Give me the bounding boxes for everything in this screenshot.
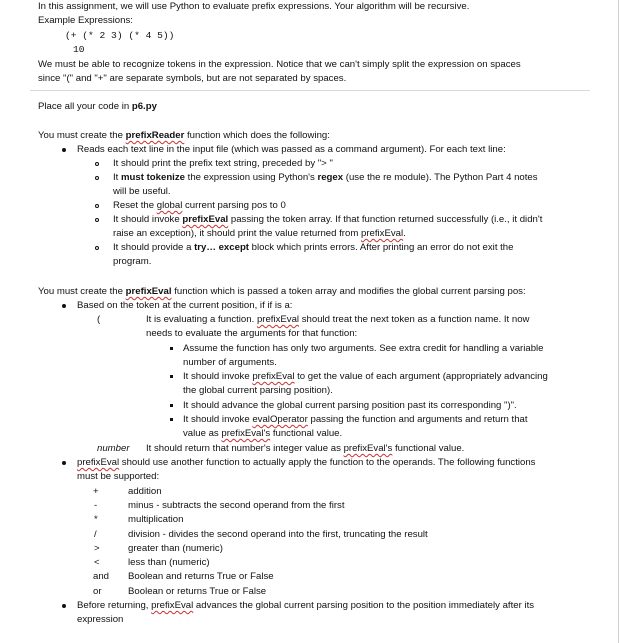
op-desc: multiplication — [128, 514, 184, 525]
op-symbol: < — [94, 557, 100, 568]
circle-bullet-icon — [95, 204, 99, 208]
filename: p6.py — [131, 101, 157, 112]
bullet-icon — [62, 148, 66, 152]
op-desc: Boolean or returns True or False — [128, 586, 267, 597]
op-symbol: / — [94, 529, 97, 540]
op-symbol: + — [93, 486, 99, 497]
op-symbol: and — [93, 571, 110, 582]
circle-bullet-icon — [95, 218, 99, 222]
op-desc: division - divides the second operand into the first, truncating the result — [128, 529, 428, 540]
function-name: prefixEval — [125, 286, 172, 297]
place-code-note: Place all your code in p6.py — [38, 101, 157, 112]
function-name: prefixReader — [125, 130, 185, 141]
square-bullet-icon — [170, 404, 173, 407]
square-bullet-icon — [170, 375, 173, 378]
op-desc: addition — [128, 486, 162, 497]
op-desc: minus - subtracts the second operand from the first — [128, 500, 345, 511]
circle-bullet-icon — [95, 162, 99, 166]
example-code: (+ (* 2 3) (* 4 5)) — [65, 30, 175, 41]
divider — [30, 90, 590, 91]
reader-step-tokenize-cont: will be useful. — [113, 186, 171, 197]
number-label: number — [97, 443, 130, 454]
reader-step-tokenize: It must tokenize the expression using Python's regex (use the re module). The Python Part 4 notes — [113, 172, 538, 183]
tokens-paragraph-cont: since "(" and "+" are separate symbols, but are not separated by spaces. — [38, 73, 347, 84]
paren-sub-operator: It should invoke evalOperator passing the function and arguments and return that — [183, 414, 528, 425]
reader-step-reset: Reset the global current parsing pos to 0 — [113, 200, 286, 211]
op-desc: less than (numeric) — [128, 557, 210, 568]
op-desc: greater than (numeric) — [128, 543, 223, 554]
op-symbol: or — [93, 586, 102, 597]
circle-bullet-icon — [95, 246, 99, 250]
reader-step-try-cont: program. — [113, 256, 152, 267]
op-symbol: * — [94, 514, 98, 525]
square-bullet-icon — [170, 418, 173, 421]
square-bullet-icon — [170, 347, 173, 350]
paren-sub-operator-cont: value as prefixEval's functional value. — [183, 428, 343, 439]
example-label: Example Expressions: — [38, 15, 133, 26]
paren-sub-advance: It should advance the global current parsing position past its corresponding ")". — [183, 400, 517, 411]
paren-label: ( — [97, 314, 101, 325]
reader-step-print: It should print the prefix text string, preceded by "> " — [113, 158, 333, 169]
eval-bullet-advance: Before returning, prefixEval advances the global current parsing position to the position immediately after its — [77, 600, 535, 611]
paren-desc-cont: needs to evaluate the arguments for that function: — [146, 328, 358, 339]
eval-bullet-functions: prefixEval should use another function to actually apply the function to the operands. The following functions — [77, 457, 536, 468]
bullet-icon — [62, 304, 66, 308]
eval-bullet-functions-cont: must be supported: — [77, 471, 160, 482]
example-result: 10 — [73, 44, 85, 55]
reader-step-invoke: It should invoke prefixEval passing the token array. If that function returned successfully (i.e., it didn't — [113, 214, 543, 225]
eval-bullet-token: Based on the token at the current position, if if is a: — [77, 300, 293, 311]
intro-text: In this assignment, we will use Python to evaluate prefix expressions. Your algorithm will be recursive. — [38, 1, 470, 12]
paren-desc: It is evaluating a function. prefixEval should treat the next token as a function name. It now — [146, 314, 530, 325]
op-desc: Boolean and returns True or False — [128, 571, 274, 582]
reader-step-invoke-cont: raise an exception), it should print the value returned from prefixEval. — [113, 228, 406, 239]
paren-sub-args: Assume the function has only two arguments. See extra credit for handling a variable — [183, 343, 544, 354]
reader-bullet: Reads each text line in the input file (which was passed as a command argument). For each text line: — [77, 144, 506, 155]
op-symbol: > — [94, 543, 100, 554]
tokens-paragraph: We must be able to recognize tokens in the expression. Notice that we can't simply split the expression on spaces — [38, 59, 521, 70]
circle-bullet-icon — [95, 176, 99, 180]
bullet-icon — [62, 461, 66, 465]
reader-step-try: It should provide a try… except block which prints errors. After printing an error do not exit the — [113, 242, 514, 253]
number-desc: It should return that number's integer value as prefixEval's functional value. — [146, 443, 465, 454]
eval-intro: You must create the prefixEval function which is passed a token array and modifies the global current parsing pos: — [38, 286, 526, 297]
reader-intro: You must create the prefixReader function which does the following: — [38, 130, 330, 141]
eval-bullet-advance-cont: expression — [77, 614, 124, 625]
paren-sub-args-cont: number of arguments. — [183, 357, 277, 368]
paren-sub-invoke: It should invoke prefixEval to get the value of each argument (appropriately advancing — [183, 371, 548, 382]
op-symbol: - — [94, 500, 98, 511]
bullet-icon — [62, 604, 66, 608]
paren-sub-invoke-cont: the global current parsing position). — [183, 385, 333, 396]
